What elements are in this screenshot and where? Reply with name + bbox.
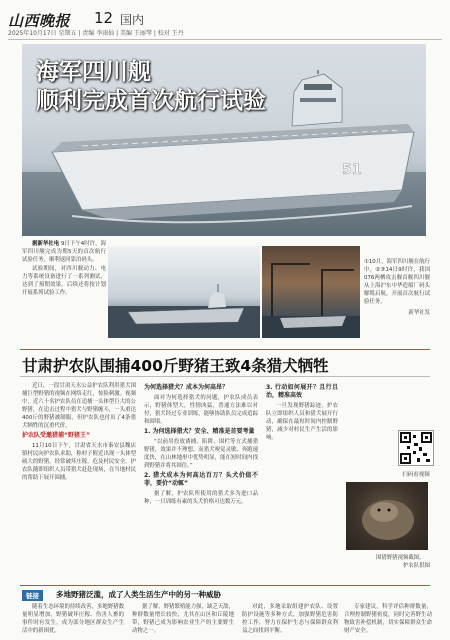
- story-question-head: 2. 猎犬成本为何高达百万？头犬价值不菲，要价“动辄”: [144, 472, 258, 487]
- story-column-1: [22, 382, 136, 483]
- story-subhead: 护农队受邀猎捕“野猪王”: [22, 432, 90, 439]
- shipyard-image: [262, 246, 360, 338]
- ship-at-sea-image: [108, 246, 260, 338]
- story-question-head: 1. 为何选择猎犬？安全、精准是首要考量: [144, 428, 255, 435]
- hero-headline-line2: 顺利完成首次航行试验: [36, 88, 266, 114]
- photo-caption-text: ①10月，海军四川舰在航行中。②③14日9时许，我国076两栖攻击舰首舰四川舰从上海沪东中华造船厂码头解缆启航，开展首次航行试验任务。: [364, 259, 430, 305]
- sidebar-story-column-3: [242, 603, 338, 636]
- story-question-head: 为何选择猎犬？成本为何高昂？: [144, 384, 229, 391]
- hero-headline-line1: 海军四川舰: [36, 59, 151, 85]
- section-label: 国内: [120, 13, 145, 27]
- qr-code-label: 扫码看视频: [402, 472, 430, 478]
- dog-photo-caption: [376, 554, 430, 570]
- sidebar-story-column-2: [132, 603, 234, 636]
- dog-caption-text: 围猎野猪视频截图。: [376, 555, 425, 561]
- newspaper-logo: 山西晚报: [8, 12, 71, 30]
- page-number: 12: [94, 9, 114, 27]
- headline-rule: [20, 376, 430, 377]
- story-paragraph: “以前用投放诱捕、陷阱、围栏等方式捕猎野猪，效果并不理想。而猎犬嗅觉灵敏、奔跑速度快，在山林地形中优势明显，能在短时间内找到野猪并将其围住。”: [144, 439, 258, 469]
- photo-credit: 新华社发: [408, 310, 430, 316]
- sidebar-story-headline: 多地野猪泛滥，成了人类生活生产中的另一种威胁: [56, 590, 221, 599]
- story-column-3: [266, 382, 338, 443]
- story-paragraph: 面对为何选择猎犬的问题，护农队成员表示，野猪体型大，性情凶猛，普通方法难以对付，猎犬经过专业训练，能够协助队员完成追踪和围堵。: [144, 395, 258, 425]
- story-headline: 甘肃护农队围捕400斤野猪王致4条猎犬牺牲: [22, 357, 329, 375]
- sidebar-story-column-1: [22, 603, 124, 636]
- hunting-dog-photo: [346, 482, 428, 550]
- section-divider: [20, 349, 430, 350]
- brief-lead: 据新华社电: [32, 241, 60, 247]
- shipyard-photo: [262, 246, 360, 338]
- story-question-head: 3. 行动如何展开？且行且治，精准高效: [266, 384, 338, 399]
- story-paragraph: 随着生态环境的持续改善，多地野猪数量明显增加，野猪破坏庄稼、伤害人畜的事件时有发生，成为部分地区群众生产生活中的新困扰。: [22, 604, 124, 634]
- hunting-dog-image: [346, 482, 428, 550]
- story-paragraph: 据了解，野猪繁殖能力强，缺乏天敌，种群数量增长较快，尤其在山区和丘陵地带，野猪已成为影响农业生产的主要野生动物之一。: [132, 604, 234, 634]
- story-paragraph: 近日，一段甘肃天水公益护农队利用猎犬围捕巨型野猪的视频在网络走红，惊险刺激。视频中，近六十名护农队员在追捕一头体型巨大的公野猪，在追击过程中猎犬与野猪缠斗，一头重达400斤的野猪被制服，但护农队也付出了4条猎犬牺牲的沉重代价。: [22, 383, 136, 429]
- hero-headline: [36, 58, 266, 116]
- story-column-2: [144, 382, 258, 507]
- masthead: [8, 10, 442, 40]
- qr-code-icon: [399, 431, 433, 465]
- story-paragraph: 对此，多地采取组建护农队、设置防护设施等多种方式，加强野猪危害防控工作，努力在保护生态与保障群众利益之间找到平衡。: [242, 604, 338, 634]
- story-paragraph: 一旦发现野猪踪迹，护农队立即组织人员和猎犬展开行动，确保在最短时间内控制野猪，减少对村民生产生活的影响。: [266, 403, 338, 441]
- photo-caption: [364, 258, 430, 317]
- link-tag: 链接: [22, 590, 43, 601]
- story-paragraph: 据了解，护农队所使用的猎犬多为进口品种，一只训练有素的头犬价格可达数万元。: [144, 491, 258, 505]
- hero-photo: [22, 44, 426, 236]
- dateline: 2025年10月17日 星期五 | 责编 李雨仙 | 美编 王丽琴 | 校对 王丹: [8, 30, 184, 37]
- ship-at-sea-photo: [108, 246, 260, 338]
- sidebar-story-column-4: [344, 603, 432, 636]
- qr-code[interactable]: [398, 430, 434, 466]
- hull-number: 51: [342, 162, 362, 178]
- section-divider: [20, 585, 430, 586]
- story-paragraph: 11月10日下午，甘肃省天水市秦安县魏店镇村民向护农队求助，称村子附近出现一头体型硕大的野猪，经常破坏庄稼，危及村民安全。护农队随即组织人员带猎犬赶赴现场，在当地村民的帮助下展开围捕。: [22, 443, 136, 481]
- brief-text-1: 9日下午4时许，海军四川舰完成为期5天的首次航行试验任务，顺利返回靠泊码头。: [22, 241, 106, 263]
- news-brief-column: [22, 240, 106, 340]
- dog-caption-credit: 护农队供图: [403, 563, 430, 569]
- story-paragraph: 专家建议，科学评估种群数量，合理控制野猪密度，同时完善野生动物致害补偿机制，切实保障群众生命财产安全。: [344, 604, 432, 634]
- brief-text-2: 试验期间，对四川舰动力、电力等系统设备进行了一系列测试，达到了预期效果。后续还将按计划开展系列试验工作。: [22, 266, 106, 296]
